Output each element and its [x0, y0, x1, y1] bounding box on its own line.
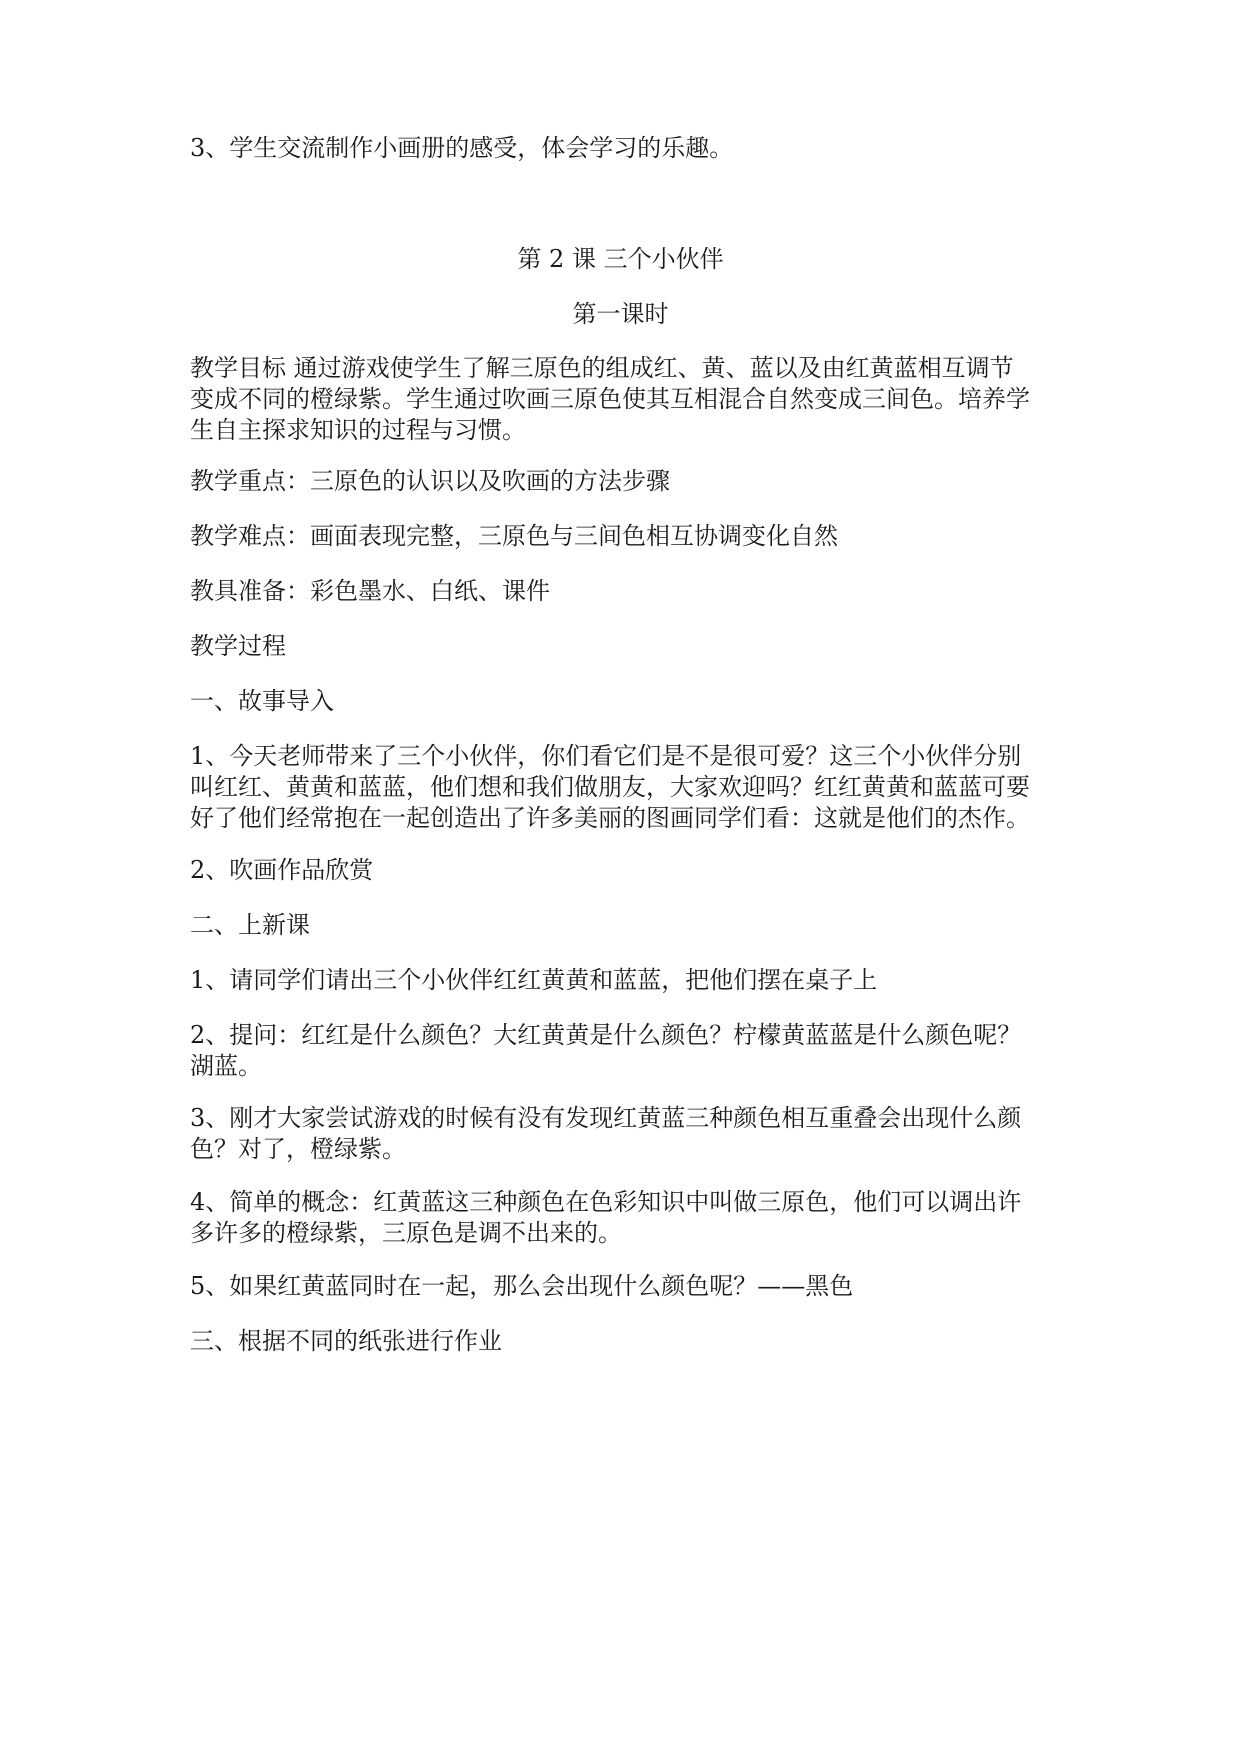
objectives-line-2: 变成不同的橙绿紫。学生通过吹画三原色使其互相混合自然变成三间色。培养学 — [190, 385, 1030, 413]
section-2-item-1: 1、请同学们请出三个小伙伴红红黄黄和蓝蓝，把他们摆在桌子上 — [190, 966, 878, 994]
section-2-item-5: 5、如果红黄蓝同时在一起，那么会出现什么颜色呢？——黑色 — [190, 1272, 854, 1300]
difficulties: 教学难点：画面表现完整，三原色与三间色相互协调变化自然 — [190, 522, 838, 550]
objectives-line-1: 教学目标 通过游戏使学生了解三原色的组成红、黄、蓝以及由红黄蓝相互调节 — [190, 354, 1014, 382]
intro-line: 3、学生交流制作小画册的感受，体会学习的乐趣。 — [190, 134, 734, 162]
section-2-item-3-line-2: 色？对了，橙绿紫。 — [190, 1135, 406, 1163]
materials: 教具准备：彩色墨水、白纸、课件 — [190, 577, 550, 605]
section-2-item-2-line-2: 湖蓝。 — [190, 1052, 262, 1080]
section-2-item-4-line-2: 多许多的橙绿紫，三原色是调不出来的。 — [190, 1219, 622, 1247]
lesson-title: 第 2 课 三个小伙伴 — [517, 245, 724, 273]
section-2-item-3-line-1: 3、刚才大家尝试游戏的时候有没有发现红黄蓝三种颜色相互重叠会出现什么颜 — [190, 1104, 1022, 1132]
section-1-item-1-line-1: 1、今天老师带来了三个小伙伴，你们看它们是不是很可爱？这三个小伙伴分别 — [190, 742, 1022, 770]
section-1-item-2: 2、吹画作品欣赏 — [190, 856, 374, 884]
key-points: 教学重点：三原色的认识以及吹画的方法步骤 — [190, 467, 670, 495]
lesson-period: 第一课时 — [572, 300, 669, 328]
section-2-item-4-line-1: 4、简单的概念：红黄蓝这三种颜色在色彩知识中叫做三原色，他们可以调出许 — [190, 1188, 1022, 1216]
section-2-item-2-line-1: 2、提问：红红是什么颜色？大红黄黄是什么颜色？柠檬黄蓝蓝是什么颜色呢？ — [190, 1021, 1022, 1049]
objectives-line-3: 生自主探求知识的过程与习惯。 — [190, 416, 526, 444]
process-heading: 教学过程 — [190, 632, 286, 660]
section-3-heading: 三、根据不同的纸张进行作业 — [190, 1327, 502, 1355]
section-1-heading: 一、故事导入 — [190, 687, 334, 715]
section-2-heading: 二、上新课 — [190, 911, 310, 939]
section-1-item-1-line-3: 好了他们经常抱在一起创造出了许多美丽的图画同学们看：这就是他们的杰作。 — [190, 804, 1030, 832]
section-1-item-1-line-2: 叫红红、黄黄和蓝蓝，他们想和我们做朋友，大家欢迎吗？红红黄黄和蓝蓝可要 — [190, 773, 1030, 801]
